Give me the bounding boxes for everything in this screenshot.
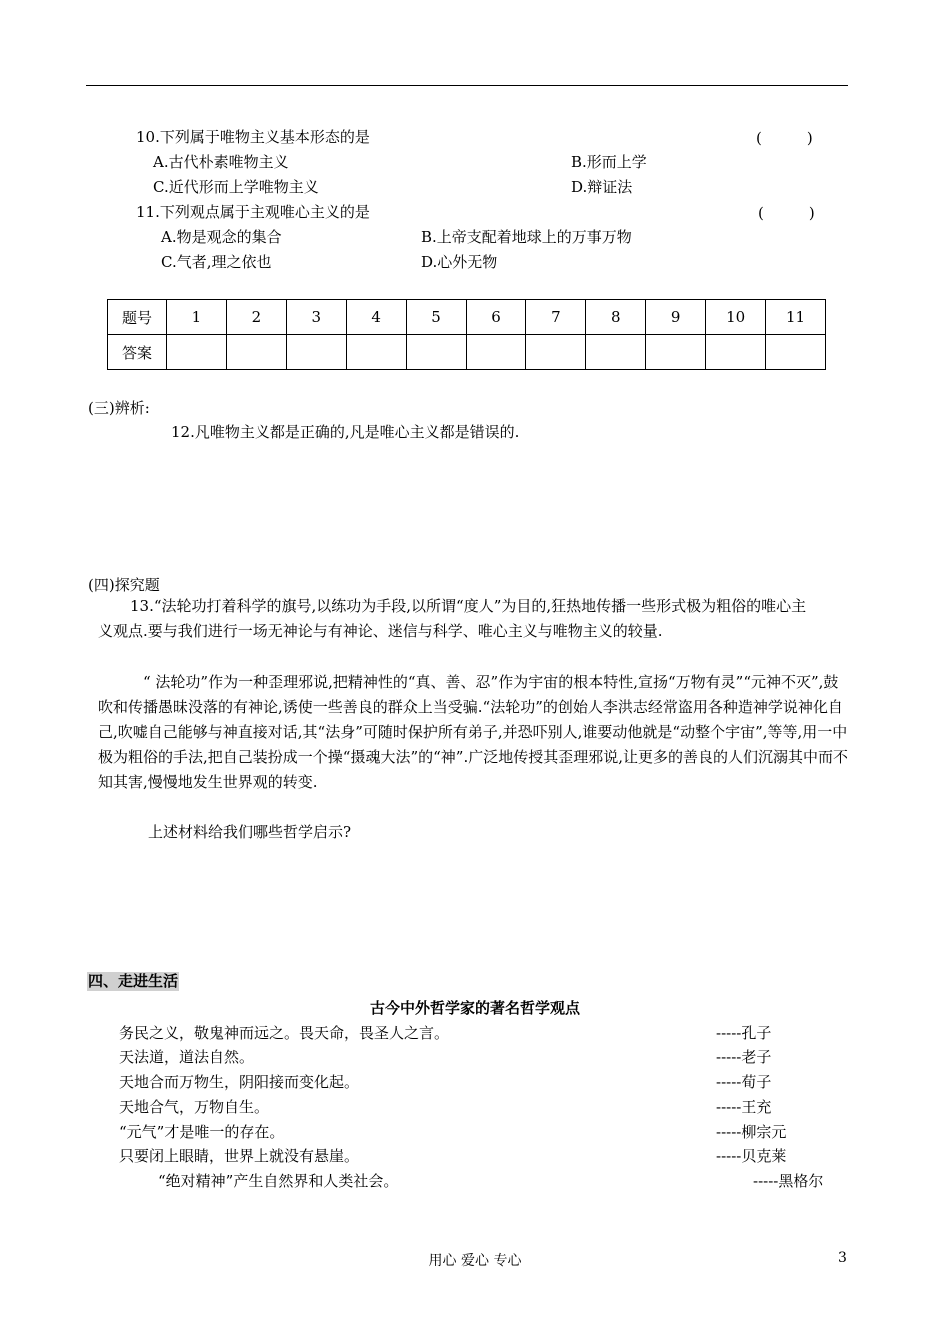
q13-paragraph-2: “ 法轮功”作为一种歪理邪说,把精神性的“真、善、忍”作为宇宙的根本特性,宣扬“万物有灵”“元神不灭”,鼓吹和传播愚昧没落的有神论,诱使一些善良的群众上当受骗.“法轮功”的创始人李洪志经常盗用各种造神学说神化自己,吹嘘自己能够与神直接对话,其“法身”可随时保护所有弟子,并恐吓别人,谁要动他就是“动整个宇宙”,等等,用一中极为粗俗的手法,把自己装扮成一个操“摄魂大法”的“神”.广泛地传授其歪理邪说,让更多的善良的人们沉溺其中而不知其害,慢慢地发生世界观的转变. — [98, 673, 848, 791]
quote-author: -----老子 — [716, 1048, 772, 1066]
answer-cell[interactable] — [167, 335, 227, 370]
question-number: 3 — [286, 300, 346, 335]
section3-title: (三)辨析: — [88, 399, 150, 417]
q13-paragraph-1: 13.“法轮功打着科学的旗号,以练功为手段,以所谓“度人”为目的,狂热地传播一些形式极为粗俗的唯心主义观点.要与我们进行一场无神论与有神论、迷信与科学、唯心主义与唯物主义的较量. — [98, 597, 807, 640]
q10-stem: 10.下列属于唯物主义基本形态的是 — [136, 128, 370, 146]
q11-option-c: C.气者,理之依也 — [161, 253, 272, 271]
question-number: 11 — [766, 300, 826, 335]
quote-text: 务民之义，敬鬼神而远之。畏天命，畏圣人之言。 — [119, 1024, 450, 1042]
row-label-number: 题号 — [108, 300, 167, 335]
page-footer: 用心 爱心 专心 — [428, 1253, 522, 1269]
quote-author: -----贝克莱 — [716, 1147, 787, 1165]
quote-text: 只要闭上眼睛，世界上就没有悬崖。 — [119, 1147, 360, 1165]
answer-cell[interactable] — [646, 335, 706, 370]
question-number: 7 — [526, 300, 586, 335]
answer-cell[interactable] — [706, 335, 766, 370]
answer-cell[interactable] — [226, 335, 286, 370]
answer-cell[interactable] — [346, 335, 406, 370]
quote-text: 天地合而万物生，阴阳接而变化起。 — [119, 1073, 360, 1091]
question-number: 1 — [167, 300, 227, 335]
quote-author: -----王充 — [716, 1098, 772, 1116]
part4-heading: 四、走进生活 — [88, 972, 179, 990]
part4-title: 古今中外哲学家的著名哲学观点 — [369, 999, 580, 1017]
q10-option-a: A.古代朴素唯物主义 — [153, 153, 289, 171]
table-row-answers — [108, 335, 826, 370]
quote-author: -----黑格尔 — [753, 1172, 824, 1190]
quote-text: 天地合气，万物自生。 — [119, 1098, 270, 1116]
answer-cell[interactable] — [766, 335, 826, 370]
question-number: 2 — [226, 300, 286, 335]
q10-option-d: D.辩证法 — [571, 178, 633, 196]
q11-option-b: B.上帝支配着地球上的万事万物 — [421, 228, 632, 246]
answer-cell[interactable] — [286, 335, 346, 370]
q11-answer-bracket: ( ) — [758, 204, 815, 222]
q13-question: 上述材料给我们哪些哲学启示? — [148, 823, 352, 841]
page-number: 3 — [838, 1250, 847, 1266]
q10-option-c: C.近代形而上学唯物主义 — [153, 178, 319, 196]
quote-author: -----柳宗元 — [716, 1123, 787, 1141]
table-row-numbers — [108, 300, 826, 335]
q11-stem: 11.下列观点属于主观唯心主义的是 — [136, 203, 370, 221]
quote-text: “绝对精神”产生自然界和人类社会。 — [158, 1172, 399, 1190]
question-number: 9 — [646, 300, 706, 335]
answer-cell[interactable] — [406, 335, 466, 370]
q10-answer-bracket: ( ) — [756, 129, 813, 147]
question-number: 5 — [406, 300, 466, 335]
answer-cell[interactable] — [586, 335, 646, 370]
quote-text: “元气”才是唯一的存在。 — [119, 1123, 285, 1141]
question-number: 4 — [346, 300, 406, 335]
row-label-answer: 答案 — [108, 335, 167, 370]
q12-statement: 12.凡唯物主义都是正确的,凡是唯心主义都是错误的. — [171, 423, 520, 441]
header-rule — [86, 85, 848, 86]
question-number: 8 — [586, 300, 646, 335]
answer-table — [107, 299, 826, 370]
question-number: 10 — [706, 300, 766, 335]
q10-option-b: B.形而上学 — [571, 153, 647, 171]
section4-title: (四)探究题 — [88, 576, 160, 594]
question-number: 6 — [466, 300, 526, 335]
answer-cell[interactable] — [526, 335, 586, 370]
quote-text: 天法道，道法自然。 — [119, 1048, 255, 1066]
quote-author: -----孔子 — [716, 1024, 772, 1042]
q11-option-d: D.心外无物 — [421, 253, 498, 271]
q11-option-a: A.物是观念的集合 — [161, 228, 282, 246]
answer-cell[interactable] — [466, 335, 526, 370]
quote-author: -----荀子 — [716, 1073, 772, 1091]
